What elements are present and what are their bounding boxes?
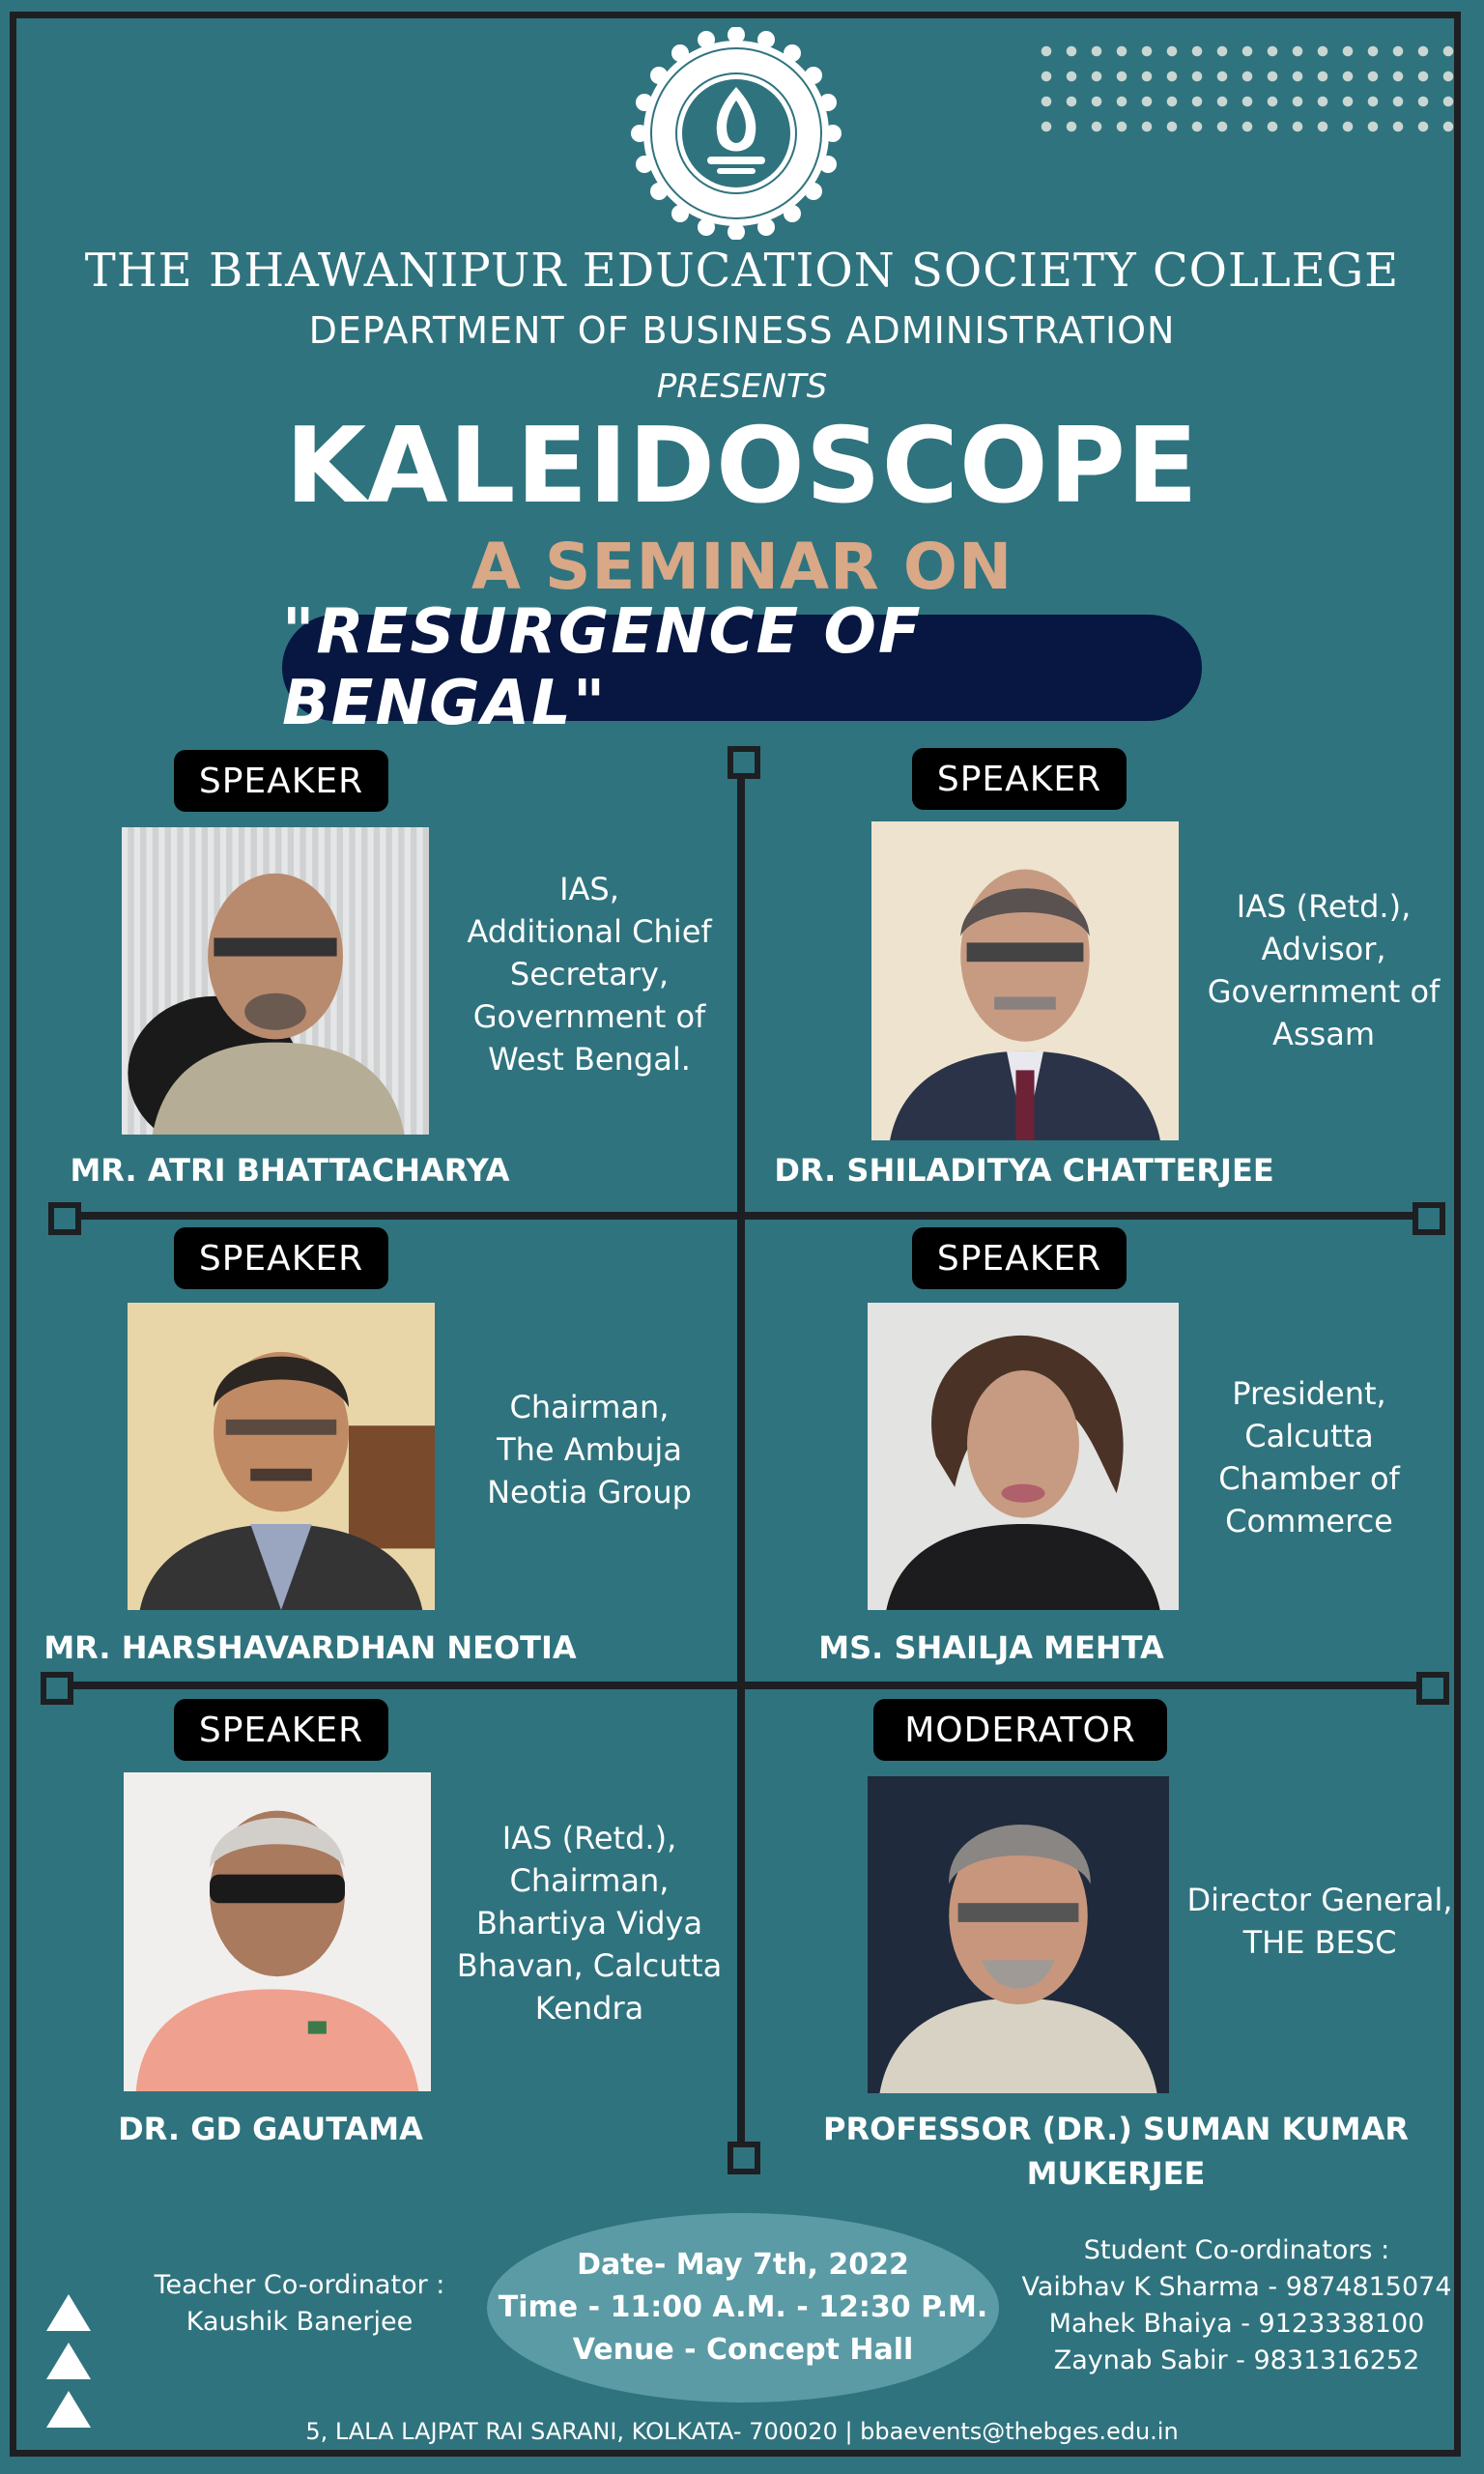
topic-text: "RESURGENCE OF BENGAL"	[282, 596, 923, 739]
role-badge: SPEAKER	[174, 1227, 388, 1289]
grid-node	[728, 746, 760, 779]
seminar-subtitle: A SEMINAR ON	[471, 530, 1013, 604]
moderator-designation: Director General, THE BESC	[1186, 1882, 1453, 1961]
event-venue: Venue - Concept Hall	[572, 2333, 914, 2367]
event-title: KALEIDOSCOPE	[285, 406, 1199, 527]
event-time: Time - 11:00 A.M. - 12:30 P.M.	[498, 2290, 988, 2324]
speaker-name: DR. SHILADITYA CHATTERJEE	[774, 1152, 1274, 1189]
speaker-photo	[871, 821, 1179, 1140]
grid-node	[728, 2142, 760, 2174]
speaker-designation: Chairman, The Ambuja Neotia Group	[487, 1389, 692, 1510]
speaker-designation: President, Calcutta Chamber of Commerce	[1218, 1375, 1400, 1539]
role-badge: MODERATOR	[873, 1699, 1167, 1761]
grid-horizontal-line	[54, 1682, 1430, 1689]
moderator-name: PROFESSOR (DR.) SUMAN KUMAR MUKERJEE	[822, 2111, 1410, 2192]
college-emblem-icon	[630, 27, 842, 240]
speaker-photo	[124, 1772, 431, 2091]
speaker-name: MS. SHAILJA MEHTA	[818, 1629, 1164, 1666]
grid-horizontal-line	[62, 1212, 1434, 1220]
role-badge: SPEAKER	[912, 748, 1127, 810]
speaker-designation: IAS (Retd.), Advisor, Government of Assam	[1207, 888, 1441, 1052]
grid-node	[41, 1672, 73, 1705]
event-date: Date- May 7th, 2022	[577, 2248, 909, 2282]
footer-address: 5, LALA LAJPAT RAI SARANI, KOLKATA- 700020 | bbaevents@thebges.edu.in	[305, 2418, 1179, 2445]
role-badge: SPEAKER	[174, 1699, 388, 1761]
topic-banner	[282, 596, 1202, 739]
presents-text: PRESENTS	[656, 367, 828, 406]
triangle-icon	[46, 2343, 91, 2379]
grid-node	[1413, 1202, 1445, 1235]
grid-node	[48, 1202, 81, 1235]
student-coordinators: Student Co-ordinators : Vaibhav K Sharma - 9874815074 Mahek Bhaiya - 9123338100 Zaynab Sabir - 9831316252	[1021, 2235, 1452, 2375]
grid-node	[1416, 1672, 1449, 1705]
speaker-designation: IAS, Additional Chief Secretary, Government of West Bengal.	[467, 871, 712, 1078]
triangle-icon	[46, 2294, 91, 2331]
role-badge: SPEAKER	[174, 750, 388, 812]
speaker-name: MR. ATRI BHATTACHARYA	[70, 1152, 510, 1189]
speaker-photo	[122, 827, 429, 1135]
speaker-name: DR. GD GAUTAMA	[118, 2111, 423, 2147]
moderator-photo	[868, 1776, 1169, 2093]
college-name: THE BHAWANIPUR EDUCATION SOCIETY COLLEGE	[84, 244, 1400, 298]
role-badge: SPEAKER	[912, 1227, 1127, 1289]
dot-pattern	[1034, 39, 1459, 145]
department-name: DEPARTMENT OF BUSINESS ADMINISTRATION	[308, 309, 1176, 352]
speaker-name: MR. HARSHAVARDHAN NEOTIA	[43, 1629, 577, 1666]
speaker-photo	[868, 1303, 1179, 1610]
teacher-coordinator: Teacher Co-ordinator : Kaushik Banerjee	[154, 2270, 445, 2337]
event-details	[487, 2213, 999, 2402]
speaker-photo	[128, 1303, 435, 1610]
speaker-designation: IAS (Retd.), Chairman, Bhartiya Vidya Bhavan, Calcutta Kendra	[456, 1820, 723, 2027]
